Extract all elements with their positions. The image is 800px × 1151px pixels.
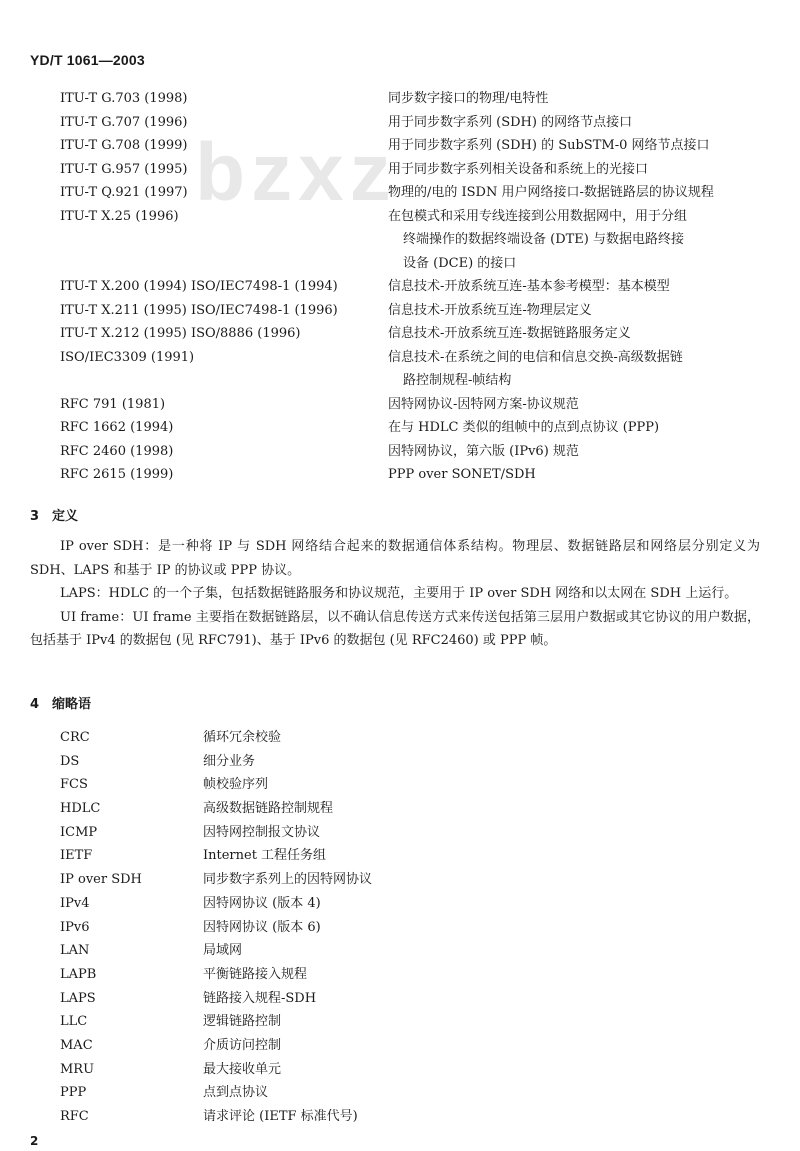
reference-title-line: 用于同步数字系列 (SDH) 的 SubSTM-0 网络节点接口	[388, 138, 710, 153]
abbreviation-item	[60, 1058, 760, 1082]
reference-item	[60, 463, 760, 487]
reference-code: RFC 2460 (1998)	[60, 443, 174, 459]
abbreviation-description: 因特网协议 (版本 6)	[203, 919, 321, 935]
reference-code: ITU-T G.703 (1998)	[60, 91, 188, 106]
reference-title	[388, 111, 760, 135]
reference-title-line: 路控制规程-帧结构	[403, 373, 512, 388]
reference-title	[388, 463, 760, 487]
abbreviation-description: 请求评论 (IETF 标准代号)	[203, 1109, 358, 1124]
abbreviation-description: 最大接收单元	[203, 1061, 282, 1077]
reference-title-line: 在包模式和采用专线连接到公用数据网中，用于分组	[388, 208, 688, 224]
abbreviation-description: 链路接入规程-SDH	[203, 990, 317, 1006]
reference-title-line: 用于同步数字系列 (SDH) 的网络节点接口	[388, 114, 633, 130]
reference-code: ITU-T X.25 (1996)	[60, 208, 179, 224]
abbreviation-term: IPv6	[60, 919, 90, 935]
reference-title-line: 信息技术-开放系统互连-基本参考模型：基本模型	[388, 279, 670, 294]
abbreviation-term: LLC	[60, 1014, 88, 1030]
document-code: YD/T 1061—2003	[30, 52, 145, 68]
abbreviation-item	[60, 821, 760, 845]
abbreviation-description: 帧校验序列	[203, 777, 269, 793]
abbreviation-description: 细分业务	[203, 753, 256, 769]
abbreviation-description: 因特网协议 (版本 4)	[203, 895, 321, 911]
reference-title	[388, 393, 760, 417]
abbreviation-term: CRC	[60, 730, 90, 745]
abbreviation-term: IETF	[60, 848, 93, 864]
abbreviation-item	[60, 1034, 760, 1058]
abbreviation-item	[60, 868, 760, 892]
reference-code: ITU-T G.708 (1999)	[60, 138, 188, 153]
abbreviation-description: 平衡链路接入规程	[203, 966, 308, 982]
abbreviations-list	[60, 726, 760, 1129]
reference-item	[60, 346, 760, 393]
reference-item	[60, 322, 760, 346]
reference-code: ITU-T G.957 (1995)	[60, 161, 188, 177]
abbreviation-item	[60, 844, 760, 868]
reference-code: ISO/IEC3309 (1991)	[60, 349, 195, 365]
abbreviation-item	[60, 1081, 760, 1105]
reference-title	[388, 87, 760, 111]
reference-title-line: 信息技术-开放系统互连-数据链路服务定义	[388, 326, 631, 341]
abbreviation-description: 点到点协议	[203, 1085, 269, 1101]
abbreviation-item	[60, 892, 760, 916]
abbreviation-item	[60, 750, 760, 774]
abbreviation-item	[60, 963, 760, 987]
reference-item	[60, 181, 760, 205]
abbreviation-term: LAN	[60, 943, 90, 959]
reference-title-line: 设备 (DCE) 的接口	[403, 255, 517, 271]
abbreviation-term: ICMP	[60, 824, 98, 840]
reference-title-line: 终端操作的数据终端设备 (DTE) 与数据电路终接	[403, 232, 684, 247]
abbreviation-term: RFC	[60, 1109, 89, 1124]
definition-paragraph: IP over SDH：是一种将 IP 与 SDH 网络结合起来的数据通信体系结构。物理层、数据链路层和网络层分别定义为 SDH、LAPS 和基于 IP 的协议或 PPP 协议。	[30, 539, 760, 578]
normative-references-list	[60, 87, 760, 487]
reference-code: ITU-T Q.921 (1997)	[60, 185, 188, 200]
abbreviation-item	[60, 916, 760, 940]
reference-title	[388, 134, 760, 158]
abbreviation-item	[60, 797, 760, 821]
abbreviation-term: HDLC	[60, 801, 101, 817]
abbreviation-term: MRU	[60, 1061, 95, 1077]
abbreviation-term: MAC	[60, 1037, 93, 1053]
abbreviation-term: FCS	[60, 777, 88, 793]
reference-title	[388, 440, 760, 464]
page-number: 2	[30, 1134, 39, 1148]
reference-code: ITU-T X.200 (1994) ISO/IEC7498-1 (1994)	[60, 279, 338, 294]
abbreviation-item	[60, 1105, 760, 1129]
reference-title	[388, 158, 760, 182]
reference-item	[60, 205, 760, 276]
abbreviation-description: 局域网	[203, 943, 243, 959]
reference-title-line: PPP over SONET/SDH	[388, 467, 536, 482]
reference-title	[388, 205, 760, 276]
definitions-list	[30, 535, 760, 653]
reference-title-line: 同步数字接口的物理/电特性	[388, 91, 549, 106]
reference-code: RFC 791 (1981)	[60, 396, 166, 412]
reference-title-line: 在与 HDLC 类似的组帧中的点到点协议 (PPP)	[388, 420, 660, 435]
reference-code: ITU-T X.212 (1995) ISO/8886 (1996)	[60, 326, 301, 341]
abbreviation-description: Internet 工程任务组	[203, 848, 327, 864]
reference-code: RFC 1662 (1994)	[60, 420, 174, 435]
reference-title	[388, 346, 760, 393]
reference-title	[388, 322, 760, 346]
abbreviation-description: 因特网控制报文协议	[203, 824, 321, 840]
reference-item	[60, 299, 760, 323]
abbreviation-description: 同步数字系列上的因特网协议	[203, 872, 373, 888]
abbreviation-description: 高级数据链路控制规程	[203, 801, 334, 817]
reference-title-line: 信息技术-在系统之间的电信和信息交换-高级数据链	[388, 349, 683, 365]
reference-code: RFC 2615 (1999)	[60, 467, 174, 482]
reference-item	[60, 87, 760, 111]
reference-item	[60, 393, 760, 417]
abbreviation-term: IPv4	[60, 895, 90, 911]
abbreviation-term: PPP	[60, 1085, 87, 1101]
reference-title	[388, 181, 760, 205]
definition-paragraph: LAPS：HDLC 的一个子集，包括数据链路服务和协议规范，主要用于 IP over SDH 网络和以太网在 SDH 上运行。	[60, 586, 738, 601]
reference-title-line: 物理的/电的 ISDN 用户网络接口-数据链路层的协议规程	[388, 185, 714, 200]
reference-code: ITU-T G.707 (1996)	[60, 114, 188, 130]
reference-item	[60, 275, 760, 299]
abbreviation-description: 逻辑链路控制	[203, 1014, 282, 1030]
reference-title-line: 信息技术-开放系统互连-物理层定义	[388, 302, 592, 318]
reference-code: ITU-T X.211 (1995) ISO/IEC7498-1 (1996)	[60, 302, 338, 318]
abbreviation-description: 循环冗余校验	[203, 730, 282, 745]
reference-item	[60, 134, 760, 158]
reference-item	[60, 440, 760, 464]
reference-title-line: 因特网协议，第六版 (IPv6) 规范	[388, 443, 579, 459]
reference-title	[388, 275, 760, 299]
reference-title-line: 用于同步数字系列相关设备和系统上的光接口	[388, 161, 649, 177]
abbreviation-term: LAPS	[60, 990, 96, 1006]
watermark: bzxz	[195, 127, 397, 218]
abbreviation-item	[60, 773, 760, 797]
reference-item	[60, 111, 760, 135]
reference-item	[60, 416, 760, 440]
reference-title	[388, 416, 760, 440]
reference-title	[388, 299, 760, 323]
reference-item	[60, 158, 760, 182]
reference-title-line: 因特网协议-因特网方案-协议规范	[388, 396, 579, 412]
abbreviation-item	[60, 1010, 760, 1034]
section-3-heading: 3 定义	[30, 509, 79, 524]
section-4-heading: 4 缩略语	[30, 697, 92, 712]
abbreviation-item	[60, 987, 760, 1011]
abbreviation-item	[60, 939, 760, 963]
definition-paragraph: UI frame：UI frame 主要指在数据链路层，以不确认信息传送方式来传送包括第三层用户数据或其它协议的用户数据，包括基于 IPv4 的数据包 (见 RFC791)、基于 IPv6 的数据包 (见 RFC2460) 或 PPP 帧。	[30, 609, 760, 648]
abbreviation-term: IP over SDH	[60, 872, 142, 888]
abbreviation-description: 介质访问控制	[203, 1037, 282, 1053]
abbreviation-term: LAPB	[60, 966, 97, 982]
abbreviation-term: DS	[60, 753, 80, 769]
abbreviation-item	[60, 726, 760, 750]
